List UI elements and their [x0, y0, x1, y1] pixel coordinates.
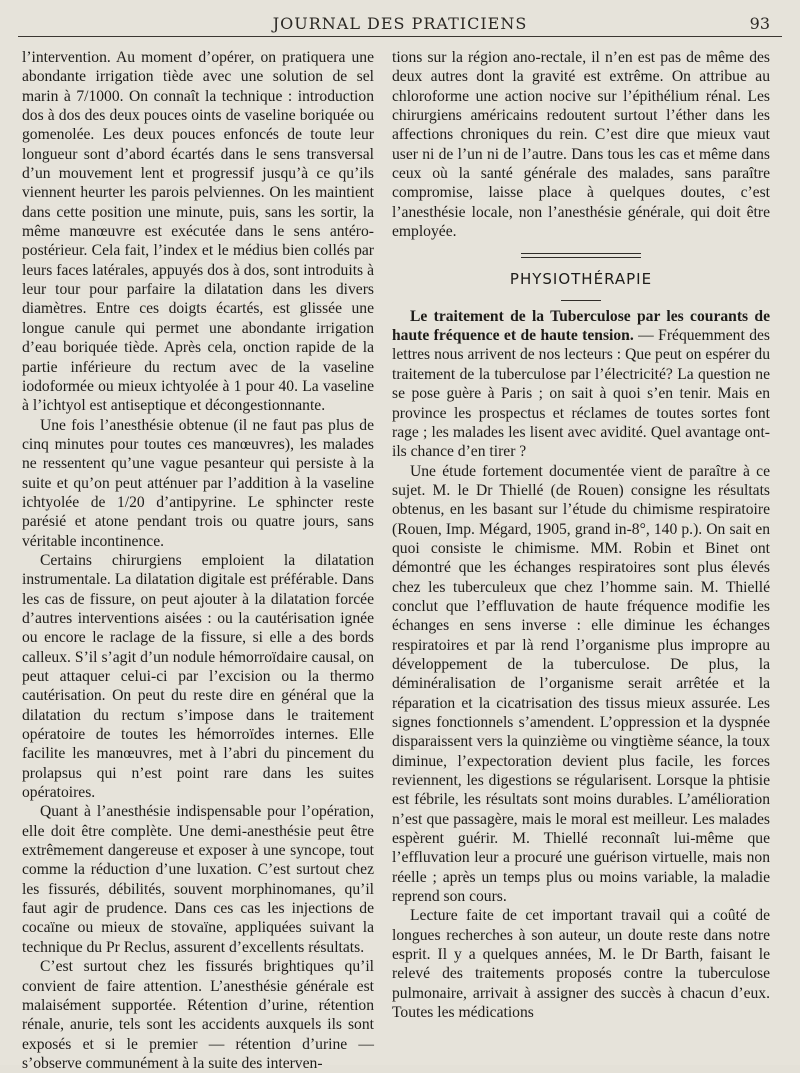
article-intro-text: — Fréquemment des lettres nous arrivent de nos lecteurs : Que peut on espérer du traitement de la tuberculose par l’électricité? La question ne se pose guère à Paris ; on sait à quoi s’en tenir. Mais en province les prospectus et réclames de toutes sortes font rage ; les malades les lisent avec avidité. Quel avantage ont-ils chance d’en tirer ? [392, 327, 771, 461]
section-title: PHYSIOTHÉRAPIE [509, 270, 653, 289]
journal-title: JOURNAL DES PRATICIENS [272, 14, 528, 33]
paragraph: l’intervention. Au moment d’opérer, on pratiquera une abondante irrigation tiède avec une solution de sel marin à 7/1000. On connaît la technique : introduction dos à dos des deux pouces oints de vaseline boriquée ou gomenolée. Les deux pouces enfoncés de toute leur longueur sont d’abord écartés dans le sens transversal d’un mouvement lent et progressif jusqu’à ce qu’ils viennent heurter les parois pelviennes. On les maintient dans cette position une minute, puis, sans les sortir, la même manœuvre est exécutée dans le sens antéro-postérieur. Cela fait, l’index et le médius bien collés par leurs faces latérales, appuyés dos à dos, sont introduits à leur tour pour parfaire la dilatation dans les divers diamètres. Entre ces doigts écartés, est glissée une longue canule qui permet une abondante irrigation d’eau boriquée tiède. Après cela, onction rapide de la partie inférieure du rectum avec de la vaseline iodoformée ou mieux ichtyolée à 1 pour 40. La vaseline à l’ichtyol est antiseptique et décongestionnante. [22, 49, 374, 415]
page-number: 93 [749, 14, 770, 33]
left-column [22, 48, 374, 1073]
paragraph: tions sur la région ano-rectale, il n’en est pas de même des deux autres dont la gravité est extrême. On attribue au chloroforme une action nocive sur l’épithélium rénal. Les chirurgiens américains redoutent surtout l’éther dans les affections chroniques du rein. C’est dire que mieux vaut user ni de l’un ni de l’autre. Dans tous les cas et même dans ceux où la santé générale des malades, sans paraître compromise, laisse place à quelques doutes, c’est l’anesthésie locale, non l’anesthésie générale, qui doit être employée. [392, 49, 770, 241]
paragraph: Une fois l’anesthésie obtenue (il ne faut pas plus de cinq minutes pour toutes ces manœuvres), les malades ne ressentent qu’une vague pesanteur qui persiste à la suite et qu’on peut atténuer par l’addition à la vaseline ichtyolée de 1/20 d’antipyrine. Le sphincter reste parésié et atone pendant trois ou quatre jours, sans véritable incontinence. [22, 416, 374, 550]
article-title: Le traitement de la Tuberculose par les courants de haute fréquence et de haute tension. [392, 307, 770, 345]
section-divider [521, 253, 641, 258]
paragraph: C’est surtout chez les fissurés brightiques qu’il convient de faire attention. L’anesthésie générale est malaisément supportée. Rétention d’urine, rétention rénale, anurie, tels sont les accidents auxquels ils sont exposés et si le premier — rétention d’urine — s’observe communément à la suite des interven- [22, 958, 374, 1072]
header-rule [18, 36, 782, 37]
title-underline [561, 300, 601, 301]
paragraph: Une étude fortement documentée vient de paraître à ce sujet. M. le Dr Thiellé (de Rouen) consigne les résultats obtenus, en les basant sur l’étude du chimisme respiratoire (Rouen, Imp. Mégard, 1905, grand in-8°, 140 p.). On sait en quoi consiste le chimisme. MM. Robin et Binet ont démontré que les échanges respiratoires sont plus élevés chez les tuberculeux que chez l’homme sain. M. Thiellé conclut que l’effluvation de haute fréquence modifie les échanges en sens inverse : elle diminue les échanges respiratoires et par là rend l’organisme plus impropre au développement de la tuberculose. De plus, la déminéralisation de l’organisme serait arrêtée et la réparation et la cicatrisation des tissus mieux assurée. Les signes fonctionnels s’amendent. L’oppression et la dyspnée disparaissent vers la quinzième ou vingtième séance, la toux diminue, l’expectoration devient plus facile, les forces reviennent, les digestions se régularisent. Lorsque la phtisie est fébrile, les résultats sont moins durables. L’amélioration n’est que passagère, mais le moral est meilleur. Les malades espèrent guérir. M. Thiellé reconnaît lui-même que l’effluvation leur a procuré une guérison virtuelle, mais non réelle ; après un temps plus ou moins variable, la maladie reprend son cours. [392, 462, 770, 906]
paragraph: Certains chirurgiens emploient la dilatation instrumentale. La dilatation digitale est préférable. Dans les cas de fissure, on peut ajouter à la dilatation forcée d’autres interventions aisées : ou la cautérisation ignée ou encore le raclage de la fissure, si elle a des bords calleux. S’il s’agit d’un nodule hémorroïdaire causal, on peut attaquer celui-ci par l’excision ou la thermo cautérisation. On peut du reste dire en général que la dilatation du rectum s’impose dans le traitement opératoire de toutes les hémorroïdes internes. Elle facilite les manœuvres, met à l’abri du pincement du prolapsus qui n’est point rare dans les suites opératoires. [22, 551, 374, 802]
paragraph: Quant à l’anesthésie indispensable pour l’opération, elle doit être complète. Une demi-anesthésie peut être extrêmement dangereuse et exposer à une syncope, tout comme la réduction d’une luxation. C’est surtout chez les fissurés, débilités, souvent morphinomanes, qu’il faut agir de prudence. Dans ces cas les injections de cocaïne ou mieux de stovaïne, appliquées suivant la technique du Pr Reclus, assurent d’excellents résultats. [22, 803, 374, 956]
article-intro [392, 307, 770, 462]
right-column [392, 48, 770, 1023]
paragraph: Lecture faite de cet important travail qui a coûté de longues recherches à son auteur, un doute reste dans notre esprit. Il y a quelques années, M. le Dr Barth, faisant le relevé des traitements proposés contre la tuberculose pulmonaire, arrivait à assigner des succès à chacun d’eux. Toutes les médications [392, 907, 770, 1022]
